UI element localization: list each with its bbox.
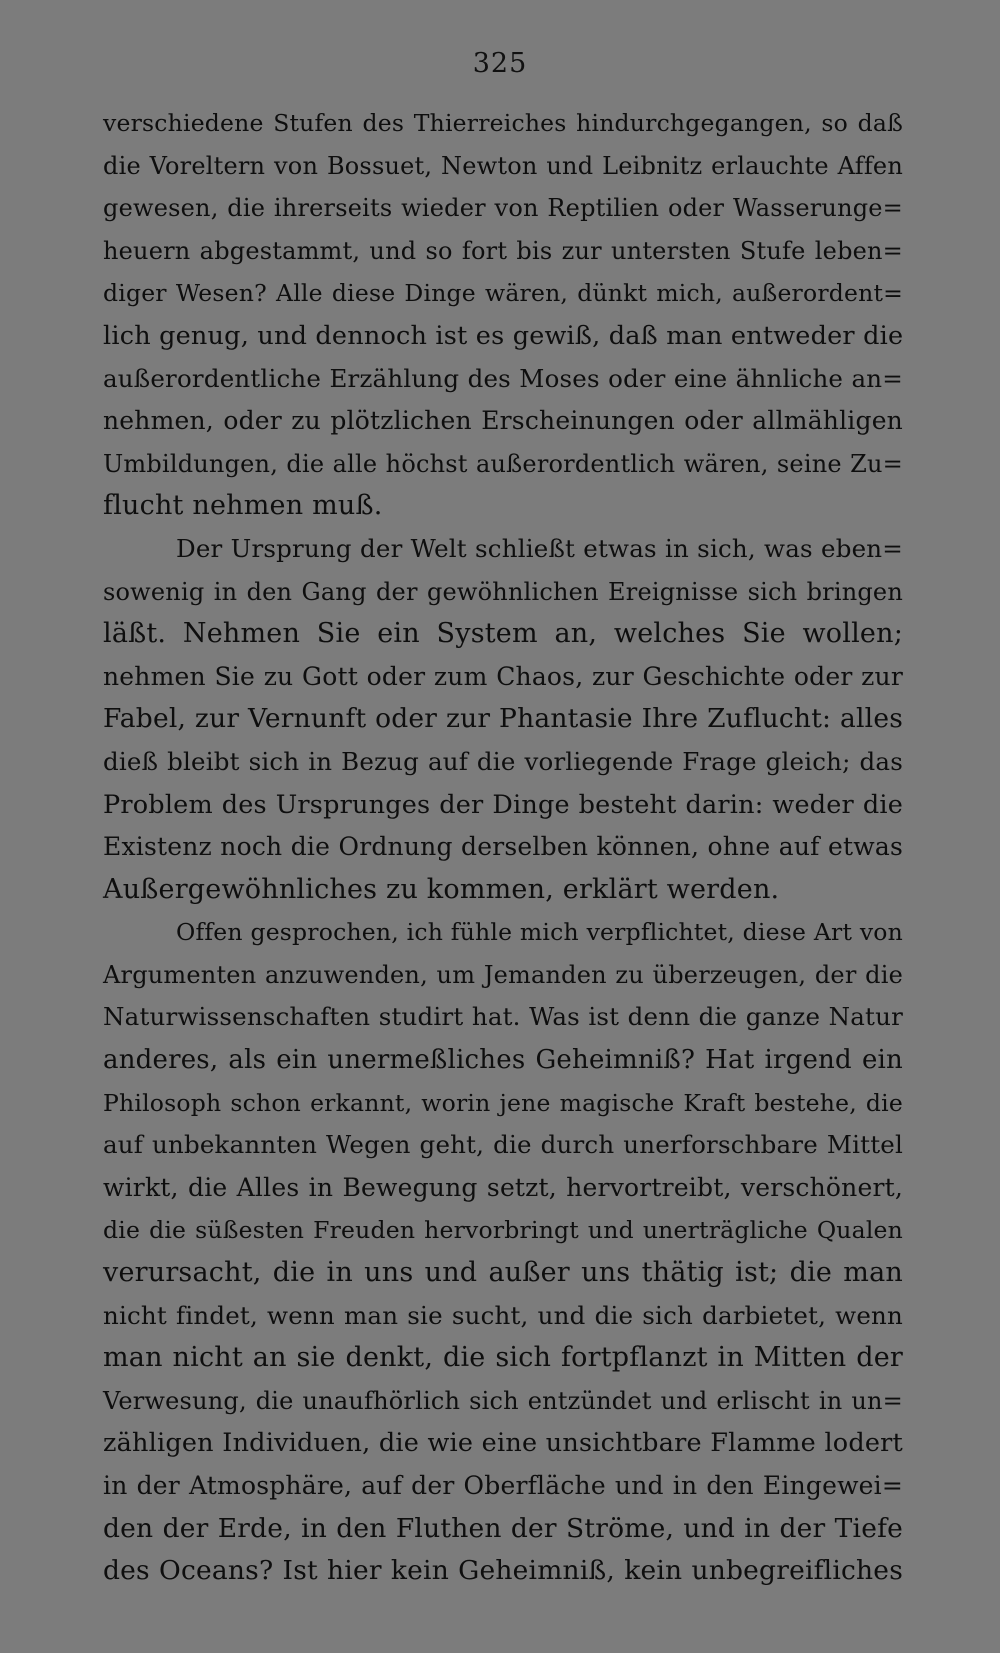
text-line: Philosoph schon erkannt, worin jene magische Kraft bestehe, die	[103, 1088, 903, 1117]
text-line: Existenz noch die Ordnung derselben können, ohne auf etwas	[103, 832, 903, 862]
text-line: Problem des Ursprunges der Dinge besteht darin: weder die	[103, 789, 903, 820]
text-line: Verwesung, die unaufhörlich sich entzündet und erlischt in un=	[103, 1386, 903, 1415]
text-line: lich genug, und dennoch ist es gewiß, daß man entweder die	[103, 320, 904, 351]
body-text	[103, 102, 903, 1593]
text-line: anderes, als ein unermeßliches Geheimniß? Hat irgend ein	[103, 1045, 903, 1076]
text-line: den der Erde, in den Fluthen der Ströme, und in der Tiefe	[103, 1512, 903, 1544]
text-line: Offen gesprochen, ich fühle mich verpflichtet, diese Art von	[176, 918, 903, 947]
text-line: Naturwissenschaften studirt hat. Was ist denn die ganze Natur	[103, 1002, 903, 1032]
text-line: zähligen Individuen, die wie eine unsichtbare Flamme lodert	[103, 1428, 903, 1459]
text-line: außerordentliche Erzählung des Moses oder eine ähnliche an=	[103, 363, 903, 393]
text-line: nehmen, oder zu plötzlichen Erscheinungen oder allmähligen	[103, 406, 903, 436]
text-line: wirkt, die Alles in Bewegung setzt, hervortreibt, verschönert,	[103, 1172, 903, 1202]
text-line: die die süßesten Freuden hervorbringt und unerträgliche Qualen	[103, 1216, 903, 1245]
page-number: 325	[472, 48, 528, 79]
text-line: Fabel, zur Vernunft oder zur Phantasie Ihre Zuflucht: alles	[103, 703, 903, 735]
text-line: die Voreltern von Bossuet, Newton und Leibnitz erlauchte Affen	[103, 151, 903, 180]
text-line: sowenig in den Gang der gewöhnlichen Ereignisse sich bringen	[103, 577, 903, 606]
text-line: Der Ursprung der Welt schließt etwas in sich, was eben=	[176, 533, 903, 563]
text-line: man nicht an sie denkt, die sich fortpflanzt in Mitten der	[103, 1342, 903, 1374]
text-line: Umbildungen, die alle höchst außerordentlich wären, seine Zu=	[103, 449, 903, 478]
text-line: verursacht, die in uns und außer uns thätig ist; die man	[103, 1257, 903, 1289]
text-line: nehmen Sie zu Gott oder zum Chaos, zur Geschichte oder zur	[103, 661, 903, 691]
text-line: verschiedene Stufen des Thierreiches hindurchgegangen, so daß	[103, 109, 903, 137]
text-line: auf unbekannten Wegen geht, die durch unerforschbare Mittel	[103, 1130, 903, 1160]
text-line: läßt. Nehmen Sie ein System an, welches Sie wollen;	[103, 618, 903, 650]
text-line: des Oceans? Ist hier kein Geheimniß, kein unbegreifliches	[103, 1555, 903, 1587]
text-line: nicht findet, wenn man sie sucht, und die sich darbietet, wenn	[103, 1300, 903, 1330]
text-line: dieß bleibt sich in Bezug auf die vorliegende Frage gleich; das	[103, 746, 903, 776]
text-line: Argumenten anzuwenden, um Jemanden zu überzeugen, der die	[103, 960, 903, 989]
text-line: Außergewöhnliches zu kommen, erklärt werden.	[103, 873, 780, 905]
text-line: gewesen, die ihrerseits wieder von Reptilien oder Wasserunge=	[103, 194, 903, 223]
text-line: in der Atmosphäre, auf der Oberfläche und in den Eingewei=	[103, 1471, 903, 1500]
text-line: heuern abgestammt, und so fort bis zur untersten Stufe leben=	[103, 236, 903, 265]
text-line: diger Wesen? Alle diese Dinge wären, dünkt mich, außerordent=	[103, 279, 903, 308]
text-line: flucht nehmen muß.	[103, 490, 383, 522]
